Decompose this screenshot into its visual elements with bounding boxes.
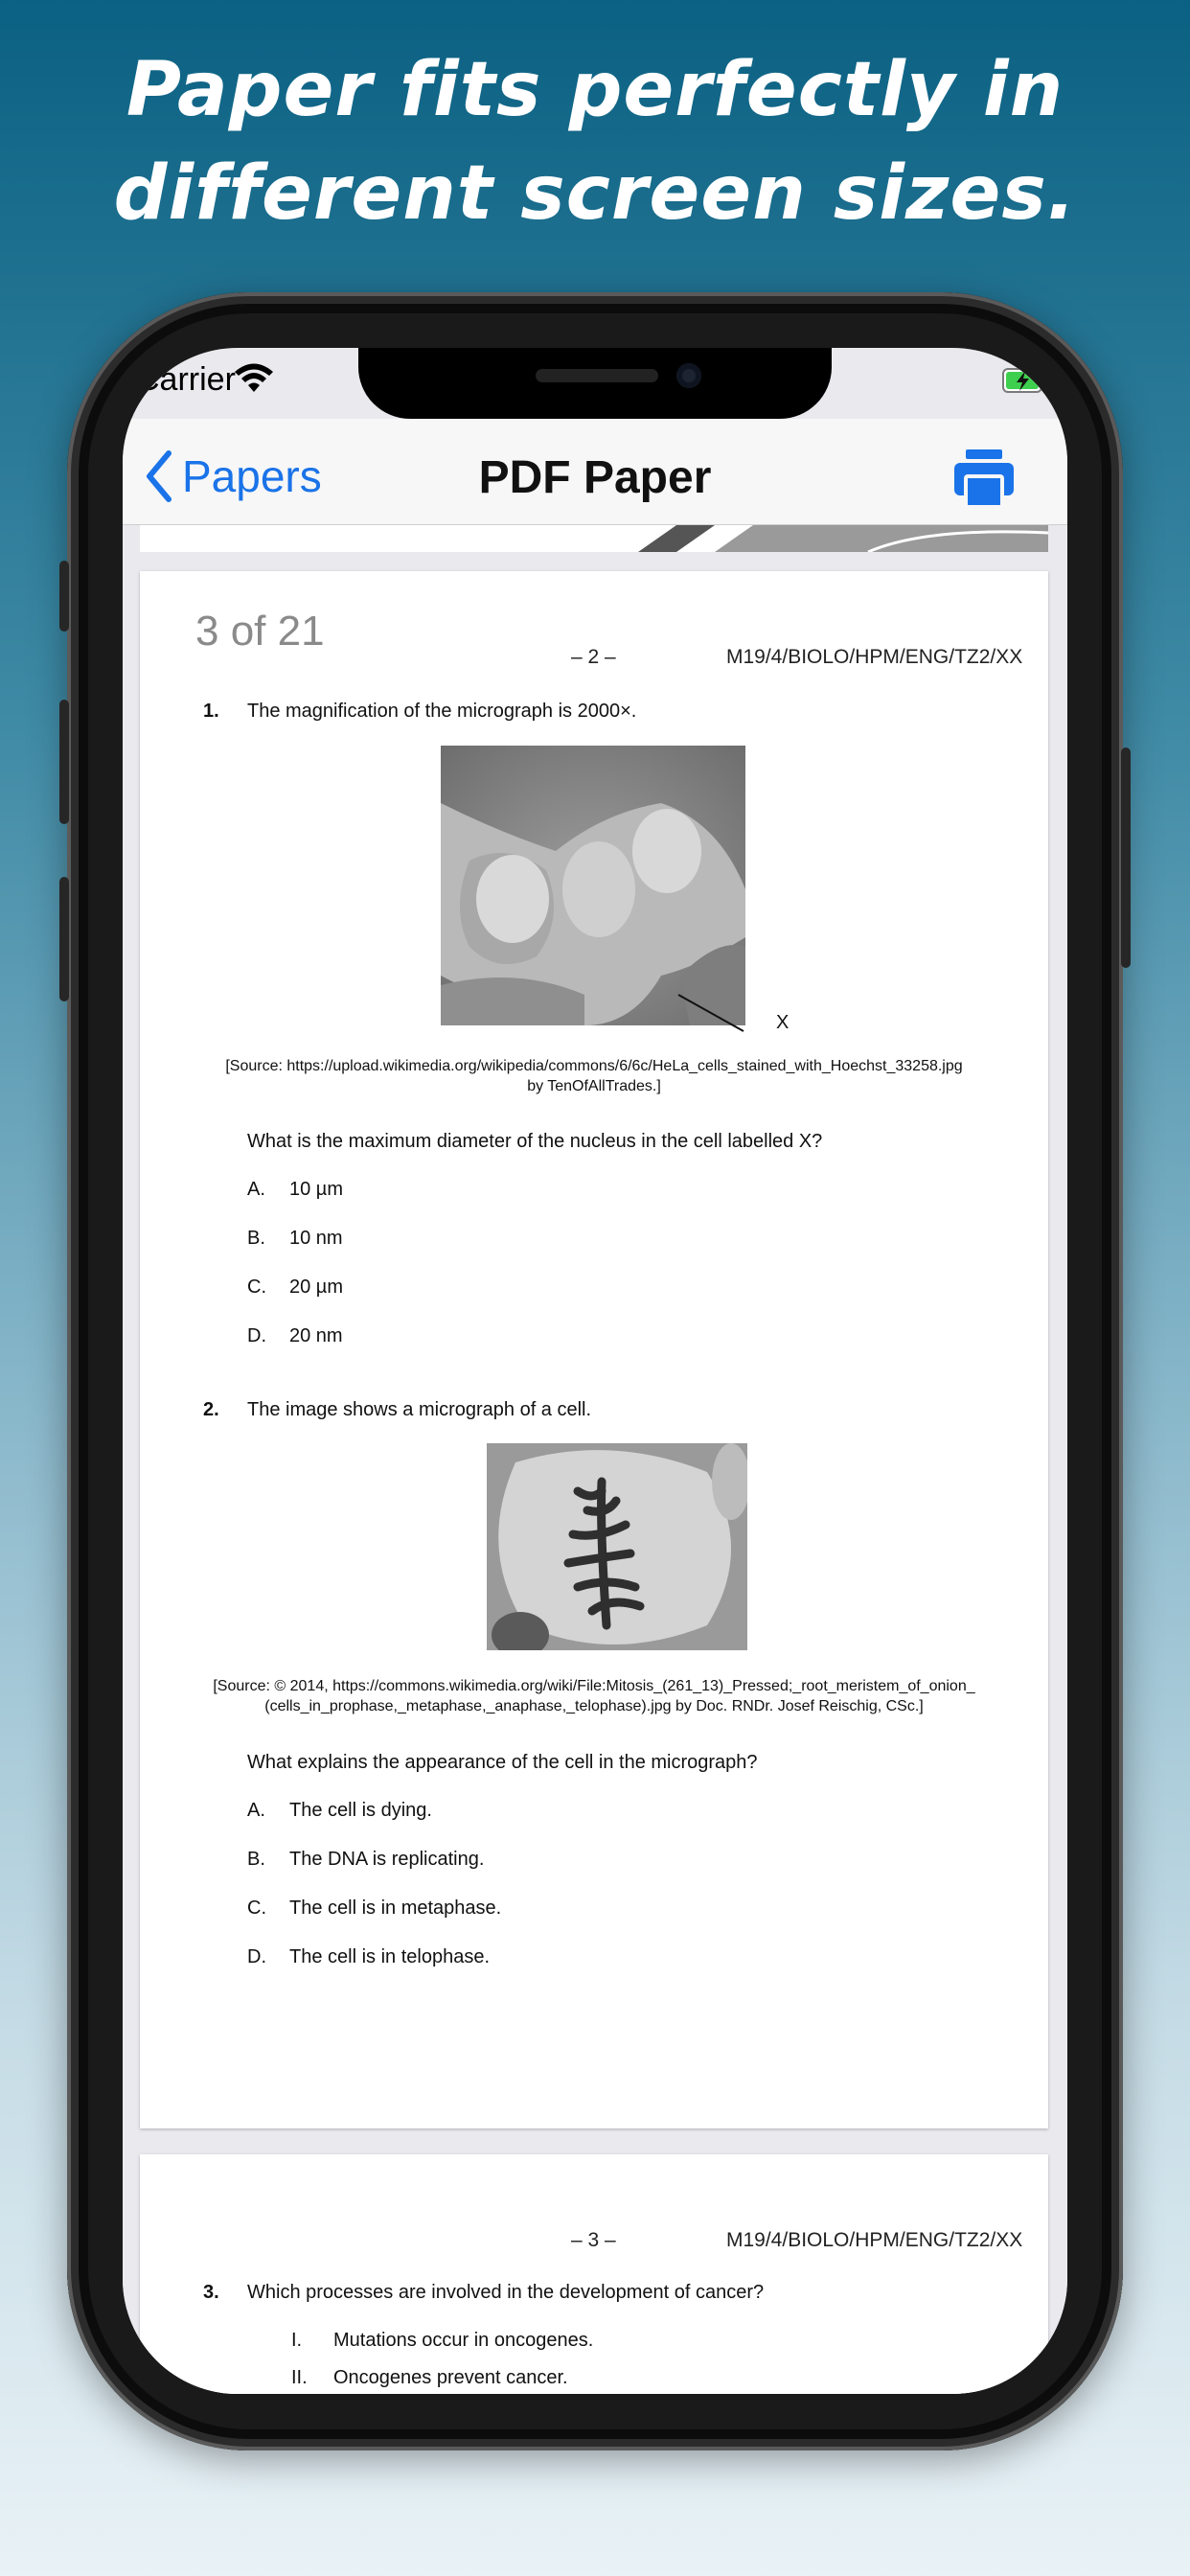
page-header-code: M19/4/BIOLO/HPM/ENG/TZ2/XX <box>726 646 1023 668</box>
cover-graphic <box>140 525 1048 552</box>
headline <box>0 38 1190 245</box>
headline-line-1: Paper fits perfectly in <box>126 47 1064 133</box>
question-2-text: The image shows a micrograph of a cell. <box>247 1399 592 1420</box>
option-letter: C. <box>247 1898 266 1919</box>
nav-title: PDF Paper <box>478 452 712 503</box>
silent-switch <box>59 561 69 632</box>
back-button-label: Papers <box>182 451 322 501</box>
volume-up-button <box>59 700 69 824</box>
option-text: The cell is in metaphase. <box>289 1898 502 1919</box>
page-header-number: – 3 – <box>571 2229 616 2251</box>
option-text: The DNA is replicating. <box>289 1849 485 1870</box>
front-camera <box>676 363 701 388</box>
hela-cells-micrograph <box>441 746 745 1025</box>
mitosis-micrograph <box>487 1443 747 1650</box>
source-2-line-2: (cells_in_prophase,_metaphase,_anaphase,_telophase).jpg by Doc. RNDr. Josef Reischig, CSc.] <box>264 1698 924 1714</box>
option-letter: D. <box>247 1325 266 1346</box>
label-x: X <box>776 1012 790 1033</box>
carrier-label: Carrier <box>136 361 236 398</box>
pdf-page-2 <box>140 571 1048 2128</box>
statement-roman: I. <box>291 2330 303 2351</box>
source-1-line-1: [Source: https://upload.wikimedia.org/wikipedia/commons/6/6c/HeLa_cells_stained_with_Hoechst_33258.jpg <box>225 1058 963 1074</box>
wifi-icon <box>234 363 274 396</box>
question-1-text: The magnification of the micrograph is 2000×. <box>247 701 637 722</box>
label-pointer-line <box>676 993 763 1041</box>
question-2-number: 2. <box>203 1399 219 1420</box>
earpiece-speaker <box>536 369 658 382</box>
option-text: The cell is dying. <box>289 1800 432 1821</box>
page-header-number: – 2 – <box>571 646 616 668</box>
pdf-viewer[interactable] <box>123 525 1067 2394</box>
option-letter: C. <box>247 1276 266 1298</box>
battery-charging-icon <box>1002 367 1048 394</box>
phone-screen <box>123 348 1067 2394</box>
statement-text: Oncogenes prevent cancer. <box>333 2367 568 2388</box>
statement-roman: II. <box>291 2367 308 2388</box>
volume-down-button <box>59 877 69 1001</box>
print-icon[interactable] <box>952 446 1016 509</box>
option-letter: A. <box>247 1179 265 1200</box>
statement-text: Mutations occur in oncogenes. <box>333 2330 594 2351</box>
option-letter: B. <box>247 1849 265 1870</box>
option-letter: D. <box>247 1946 266 1967</box>
navigation-bar <box>123 419 1067 525</box>
source-1-line-2: by TenOfAllTrades.] <box>527 1078 661 1094</box>
power-button <box>1121 748 1131 968</box>
page-header-code: M19/4/BIOLO/HPM/ENG/TZ2/XX <box>726 2229 1023 2251</box>
option-text: 10 nm <box>289 1228 343 1249</box>
option-text: 10 µm <box>289 1179 343 1200</box>
option-letter: A. <box>247 1800 265 1821</box>
option-text: The cell is in telophase. <box>289 1946 491 1967</box>
question-3-number: 3. <box>203 2282 219 2303</box>
device-notch <box>358 348 832 419</box>
question-1-number: 1. <box>203 701 219 722</box>
question-1-prompt: What is the maximum diameter of the nucleus in the cell labelled X? <box>247 1131 823 1152</box>
option-letter: B. <box>247 1228 265 1249</box>
option-text: 20 nm <box>289 1325 343 1346</box>
option-text: 20 µm <box>289 1276 343 1298</box>
pdf-page-3 <box>140 2154 1048 2394</box>
previous-page-edge <box>140 525 1048 552</box>
question-3-text: Which processes are involved in the development of cancer? <box>247 2282 765 2303</box>
page-indicator: 3 of 21 <box>195 608 325 655</box>
headline-line-2: different screen sizes. <box>113 150 1077 237</box>
question-2-prompt: What explains the appearance of the cell in the micrograph? <box>247 1752 758 1773</box>
source-2-line-1: [Source: © 2014, https://commons.wikimedia.org/wiki/File:Mitosis_(261_13)_Pressed;_root_meristem_of_onion_ <box>213 1678 975 1694</box>
